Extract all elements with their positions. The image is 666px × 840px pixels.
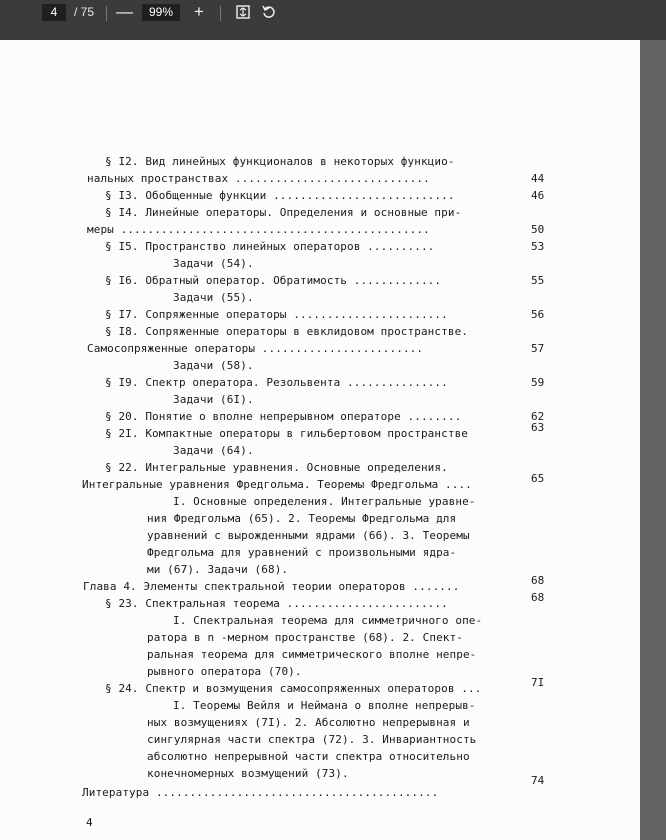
toc-line: рывного оператора (70). — [147, 665, 302, 678]
toc-line: Задачи (64). — [173, 444, 254, 457]
page-total: / 75 — [74, 5, 95, 19]
toc-line: меры .............................................. — [87, 223, 430, 236]
toc-page-number: 74 — [531, 774, 545, 787]
toc-line: § 24. Спектр и возмущения самосопряженных операторов ... — [105, 682, 482, 695]
toc-line: ния Фредгольма (65). 2. Теоремы Фредгольма для — [147, 512, 457, 525]
rotate-button[interactable] — [260, 2, 278, 22]
zoom-input[interactable]: 99% — [142, 4, 180, 21]
toc-line: § 2I. Компактные операторы в гильбертовом пространстве — [105, 427, 469, 440]
toc-page-number: 63 — [531, 421, 545, 434]
page-number-input[interactable]: 4 — [42, 4, 66, 21]
toc-page-number: 57 — [531, 342, 545, 355]
toc-line: сингулярная части спектра (72). 3. Инвариантность — [147, 733, 477, 746]
rotate-icon — [261, 4, 277, 20]
toc-line: уравнений с вырожденными ядрами (66). 3. Теоремы — [147, 529, 470, 542]
toc-page-number: 46 — [531, 189, 545, 202]
toolbar-divider — [220, 6, 221, 21]
toc-line: Задачи (54). — [173, 257, 254, 270]
toc-page-number: 65 — [531, 472, 545, 485]
toc-line: § 20. Понятие о вполне непрерывном операторе ........ — [105, 410, 462, 423]
toc-page-number: 68 — [531, 574, 545, 587]
toc-line: Задачи (55). — [173, 291, 254, 304]
toolbar-divider — [106, 6, 107, 21]
toc-line: § I8. Сопряженные операторы в евклидовом пространстве. — [105, 325, 469, 338]
toc-page-number: 68 — [531, 591, 545, 604]
toc-page-number: 7I — [531, 676, 545, 689]
zoom-out-button[interactable]: — — [116, 2, 133, 21]
document-page — [0, 40, 640, 840]
toc-line: ратора в n -мерном пространстве (68). 2. Спект- — [147, 631, 463, 644]
toc-line: Глава 4. Элементы спектральной теории операторов ....... — [83, 580, 460, 593]
toc-line: I. Теоремы Вейля и Неймана о вполне непрерыв- — [173, 699, 476, 712]
toc-line: Интегральные уравнения Фредгольма. Теоремы Фредгольма .... — [82, 478, 472, 491]
toc-line: § I3. Обобщенные функции ........................... — [105, 189, 455, 202]
toc-line: Задачи (58). — [173, 359, 254, 372]
toc-line: конечномерных возмущений (73). — [147, 767, 349, 780]
toc-line: § I7. Сопряженные операторы ....................... — [105, 308, 448, 321]
toc-line: I. Основные определения. Интегральные уравне- — [173, 495, 476, 508]
toc-line: Фредгольма для уравнений с произвольными ядра- — [147, 546, 457, 559]
page-footer-number: 4 — [86, 816, 93, 829]
toc-line: § 23. Спектральная теорема ........................ — [105, 597, 448, 610]
scrollbar[interactable] — [640, 40, 666, 840]
toc-page-number: 62 — [531, 410, 545, 423]
toc-line: § I6. Обратный оператор. Обратимость ............. — [105, 274, 442, 287]
toc-line: ральная теорема для симметрического вполне непре- — [147, 648, 477, 661]
fit-page-button[interactable] — [234, 2, 252, 22]
toc-line: нальных пространствах ............................. — [87, 172, 430, 185]
toc-line: ми (67). Задачи (68). — [147, 563, 289, 576]
fit-page-icon — [235, 4, 251, 20]
toc-line: I. Спектральная теорема для симметричного опе- — [173, 614, 483, 627]
toc-page-number: 55 — [531, 274, 545, 287]
toc-line: § I4. Линейные операторы. Определения и основные при- — [105, 206, 462, 219]
toc-line: Литература .......................................... — [82, 786, 439, 799]
pdf-toolbar — [0, 0, 666, 40]
toc-page-number: 44 — [531, 172, 545, 185]
toc-page-number: 59 — [531, 376, 545, 389]
toc-page-number: 50 — [531, 223, 545, 236]
toc-line: абсолютно непрерывной части спектра относительно — [147, 750, 470, 763]
toc-line: § I9. Спектр оператора. Резольвента ............... — [105, 376, 448, 389]
toc-line: § I2. Вид линейных функционалов в некоторых функцио- — [105, 155, 455, 168]
zoom-in-button[interactable]: + — [194, 2, 204, 21]
toc-line: Самосопряженные операторы ........................ — [87, 342, 424, 355]
toc-page-number: 56 — [531, 308, 545, 321]
toc-page-number: 53 — [531, 240, 545, 253]
toc-line: § I5. Пространство линейных операторов .......... — [105, 240, 435, 253]
toc-line: § 22. Интегральные уравнения. Основные определения. — [105, 461, 448, 474]
toc-line: ных возмущениях (7I). 2. Абсолютно непрерывная и — [147, 716, 470, 729]
toc-line: Задачи (6I). — [173, 393, 254, 406]
